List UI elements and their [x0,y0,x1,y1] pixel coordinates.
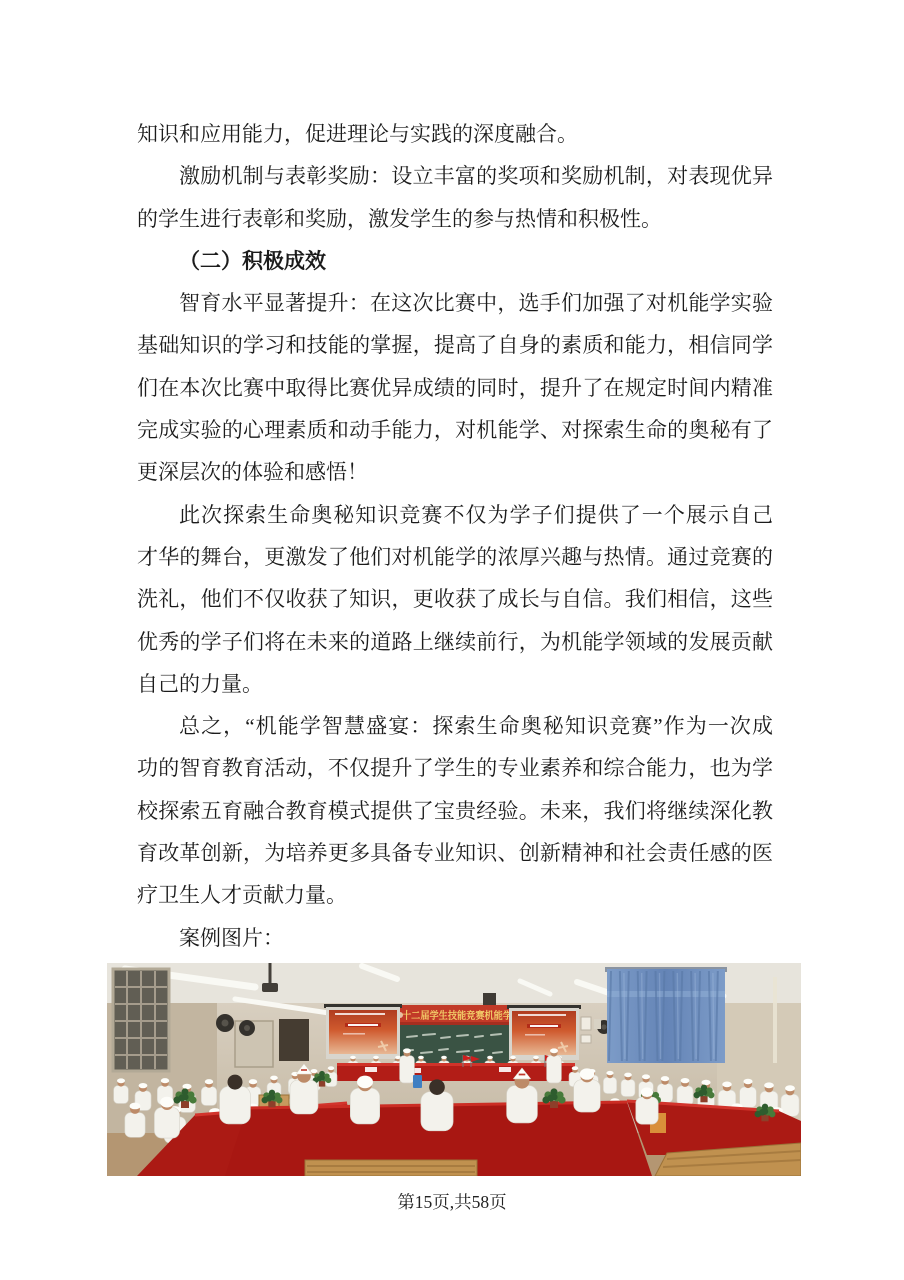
blue-folder [413,1075,422,1088]
speaker-box [483,993,496,1006]
wall-notice [581,1017,591,1030]
barred-window [113,969,169,1071]
text-line: 完成实验的心理素质和动手能力，对机能学、对探索生命的奥秘有了 [137,418,773,443]
dark-door [279,1019,309,1061]
text-line: 们在本次比赛中取得比赛优异成绩的同时，提升了在规定时间内精准 [137,375,773,400]
banner-text: 十二届学生技能竞赛机能学 [402,1011,522,1022]
head-table [337,1063,575,1081]
text-line: 基础知识的学习和技能的掌握，提高了自身的素质和能力，相信同学 [137,333,773,358]
text-line: 疗卫生人才贡献力量。 [137,883,347,908]
text-line: 自己的力量。 [137,671,263,696]
blue-curtains [605,967,727,1063]
text-line: 功的智育教育活动，不仅提升了学生的专业素养和综合能力，也为学 [137,756,773,781]
heading-line: （二）积极成效 [179,248,326,273]
text-line: 智育水平显著提升：在这次比赛中，选手们加强了对机能学实验 [179,291,773,316]
text-line: 激励机制与表彰奖励：设立丰富的奖项和奖励机制，对表现优异 [179,164,773,189]
case-photo [107,963,801,1176]
competition-banner [393,1005,522,1025]
projection-screen-right [507,1005,581,1060]
text-line: 校探索五育融合教育模式提供了宝贵经验。未来，我们将继续深化教 [137,798,773,823]
text-line: 优秀的学子们将在未来的道路上继续前行，为机能学领域的发展贡献 [137,629,773,654]
text-line: 总之，“机能学智慧盛宴：探索生命奥秘知识竞赛”作为一次成 [179,714,773,739]
wall-pipe [773,977,777,1063]
text-line: 洗礼，他们不仅收获了知识，更收获了成长与自信。我们相信，这些 [137,587,773,612]
text-line: 才华的舞台，更激发了他们对机能学的浓厚兴趣与热情。通过竞赛的 [137,544,773,569]
projection-screen-left [324,1004,402,1059]
text-line: 育改革创新，为培养更多具备专业知识、创新精神和社会责任感的医 [137,841,773,866]
projector [262,983,278,992]
text-line: 此次探索生命奥秘知识竞赛不仅为学子们提供了一个展示自己 [179,502,773,527]
text-line: 知识和应用能力，促进理论与实践的深度融合。 [137,122,578,146]
text-line: 的学生进行表彰和奖励，激发学生的参与热情和积极性。 [137,206,662,231]
text-block [137,113,773,959]
classroom-photo [107,963,801,1176]
text-line: 案例图片： [179,925,284,950]
page-number: 第15页,共58页 [397,1192,507,1212]
text-line: 更深层次的体验和感悟！ [137,460,368,485]
